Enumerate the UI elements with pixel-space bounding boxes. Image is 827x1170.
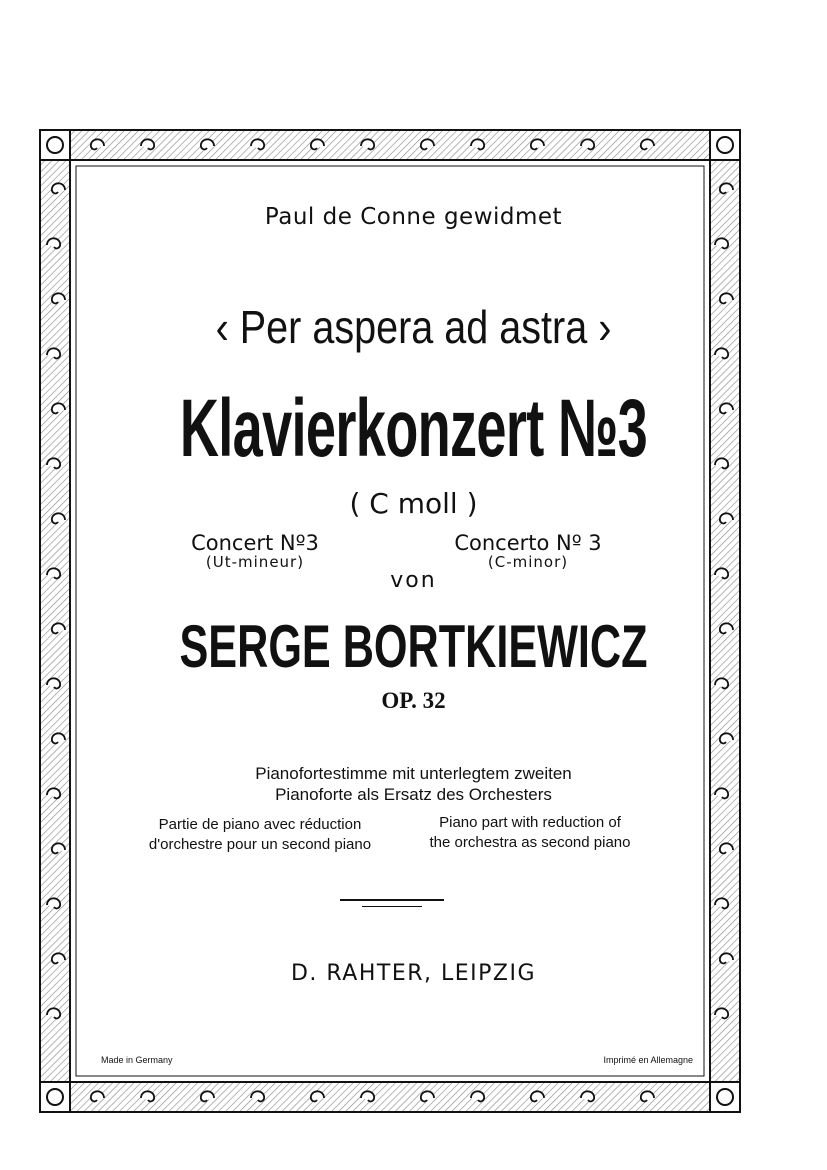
publisher: D. RAHTER, LEIPZIG — [290, 961, 537, 986]
work-title: Klavierkonzert №3 — [179, 383, 648, 474]
english-title — [438, 531, 618, 571]
english-title-sub: (C-minor) — [487, 553, 569, 571]
opus-number: OP. 32 — [381, 688, 446, 713]
description-en-line2: the orchestra as second piano — [429, 834, 631, 851]
description-en — [410, 813, 650, 853]
french-title-sub: (Ut-mineur) — [205, 553, 305, 571]
divider-rule-short — [362, 906, 422, 907]
french-title — [170, 531, 340, 571]
description-fr-line2: d'orchestre pour un second piano — [148, 836, 372, 853]
footer-made-in: Made in Germany — [101, 1055, 173, 1065]
french-title-main: Concert Nº3 — [191, 531, 319, 555]
description-en-line1: Piano part with reduction of — [439, 814, 621, 831]
description-de-line1: Pianofortestimme mit unterlegtem zweiten — [255, 764, 572, 783]
key-signature: ( C moll ) — [349, 487, 478, 520]
description-de-line2: Pianoforte als Ersatz des Orchesters — [275, 785, 552, 804]
english-title-main: Concerto Nº 3 — [454, 531, 602, 555]
description-fr-line1: Partie de piano avec réduction — [158, 816, 362, 833]
motto: ‹ Per aspera ad astra › — [215, 301, 612, 353]
footer-imprime: Imprimé en Allemagne — [603, 1055, 693, 1065]
description-fr — [130, 815, 390, 855]
divider-rule — [340, 899, 444, 901]
by-word: von — [390, 568, 437, 593]
dedication: Paul de Conne gewidmet — [264, 204, 563, 230]
composer-name: SERGE BORTKIEWICZ — [179, 613, 648, 680]
